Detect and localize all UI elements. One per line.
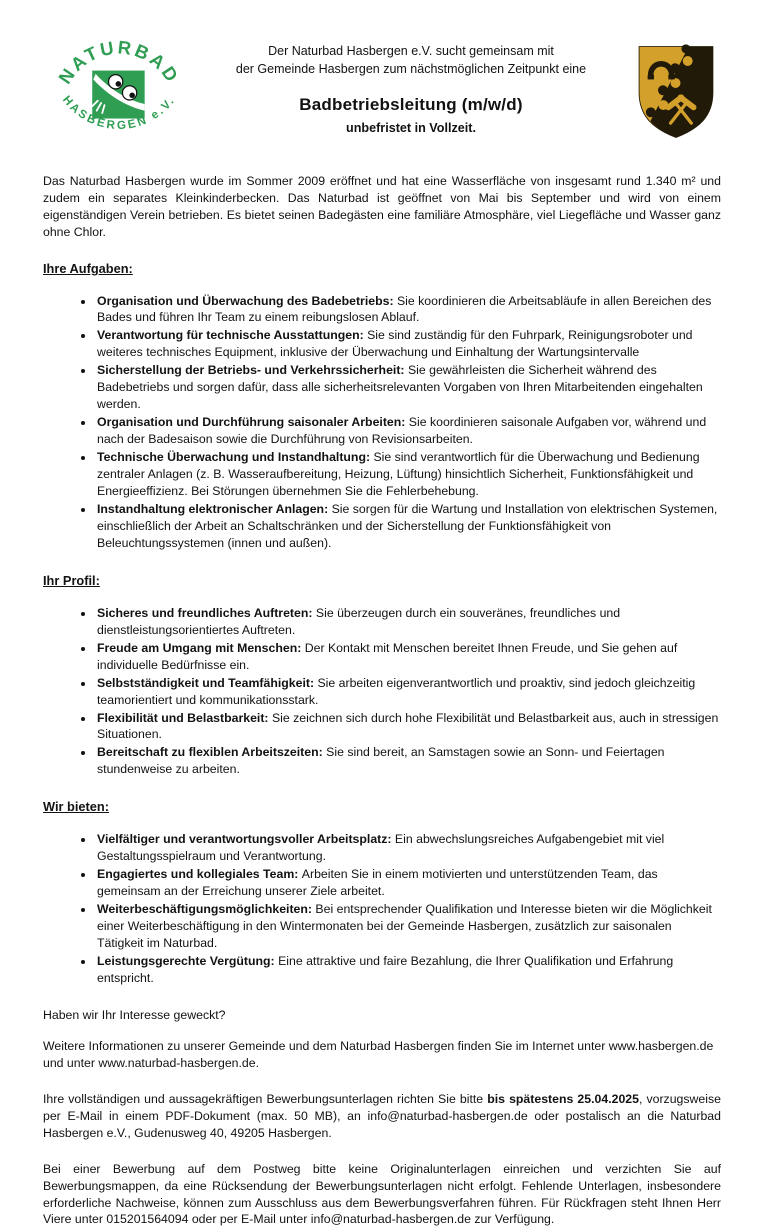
bullet-text: Sie koordinieren die Arbeitsabläufe in allen Bereichen des Bades und führen Ihr Team zu einem reibungslosen Ablauf. bbox=[97, 293, 712, 325]
page-subtitle: unbefristet in Vollzeit. bbox=[346, 120, 476, 135]
coat-of-arms-icon bbox=[631, 42, 721, 143]
bullet-text: Bei entsprechender Qualifikation und Interesse bieten wir die Möglichkeit einer Weiterbeschäftigung in den Wintermonaten bei der Gemeinde Hasbergen, zusätzlich zur saisonalen Tätigkeit im Naturbad. bbox=[97, 901, 712, 950]
postal-note-paragraph: Bei einer Bewerbung auf dem Postweg bitte keine Originalunterlagen einreichen und verzichten Sie auf Bewerbungsmappen, da eine Rücksendung der Bewerbungsunterlagen nicht erfolgt. Fehlende Unterlagen, insbesondere erforderliche Nachweise, können zum Ausschluss aus dem Bewerbungsverfahren führen. Für Rückfragen steht Ihnen Herr Viere unter 015201564094 oder per E-Mail unter info@naturbad-hasbergen.de zur Verfügung. bbox=[43, 1161, 721, 1227]
list-item bbox=[95, 710, 721, 744]
bullet-title: Weiterbeschäftigungsmöglichkeiten: bbox=[97, 901, 316, 916]
intro-paragraph: Das Naturbad Hasbergen wurde im Sommer 2009 eröffnet und hat eine Wasserfläche von insgesamt rund 1.340 m² und zudem ein separates Kleinkinderbecken. Das Naturbad ist geöffnet von Mai bis September und wird von einem eigenständigen Verein betrieben. Es bietet seinen Badegästen eine familiäre Atmosphäre, viel Liegefläche und Wasser ganz ohne Chlor. bbox=[43, 173, 721, 239]
section-heading-profil: Ihr Profil: bbox=[43, 573, 100, 589]
bullet-text: Sie gewährleisten die Sicherheit während des Badebetriebs und sorgen dafür, dass alle sicherheitsrelevanten Vorgaben von Ihren Mitarbeitenden eingehalten werden. bbox=[97, 363, 703, 412]
interest-line: Haben wir Ihr Interesse geweckt? bbox=[43, 1007, 226, 1022]
bullet-text: Sie überzeugen durch ein souveränes, freundliches und dienstleistungsorientiertes Auftreten. bbox=[97, 605, 621, 637]
bieten-list bbox=[43, 831, 721, 987]
bullet-text: Sie sorgen für die Wartung und Installation von elektrischen Systemen, einschließlich der Arbeit an Schaltschränken und der Sicherstellung der Funktionsfähigkeit von Beleuchtungssystemen (innen und außen). bbox=[97, 502, 718, 551]
bullet-title: Sicheres und freundliches Auftreten: bbox=[97, 605, 316, 620]
header-intro-line1: Der Naturbad Hasbergen e.V. sucht gemeinsam mit bbox=[268, 44, 554, 58]
naturbad-logo bbox=[43, 36, 201, 157]
header bbox=[43, 36, 721, 157]
bullet-title: Technische Überwachung und Instandhaltung: bbox=[97, 450, 374, 465]
aufgaben-list bbox=[43, 293, 721, 553]
bullet-text: Sie sind bereit, an Samstagen sowie an Sonn- und Feiertagen stundenweise zu arbeiten. bbox=[97, 745, 665, 777]
bullet-title: Organisation und Durchführung saisonaler Arbeiten: bbox=[97, 415, 409, 430]
bullet-text: Sie zeichnen sich durch hohe Flexibilität und Belastbarkeit aus, auch in stressigen Situationen. bbox=[97, 710, 719, 742]
bullet-title: Instandhaltung elektronischer Anlagen: bbox=[97, 502, 332, 517]
bullet-text: Ein abwechslungsreiches Aufgabengebiet mit viel Gestaltungsspielraum und Verantwortung. bbox=[97, 832, 665, 863]
hasbergen-crest bbox=[621, 36, 721, 143]
bullet-title: Organisation und Überwachung des Badebetriebs: bbox=[97, 293, 397, 308]
bullet-title: Flexibilität und Belastbarkeit: bbox=[97, 710, 272, 725]
section-heading-aufgaben: Ihre Aufgaben: bbox=[43, 260, 133, 276]
bullet-title: Freude am Umgang mit Menschen: bbox=[97, 640, 305, 655]
application-text-pre: Ihre vollständigen und aussagekräftigen Bewerbungsunterlagen richten Sie bitte bbox=[43, 1091, 488, 1106]
header-center bbox=[201, 36, 621, 137]
list-item bbox=[95, 362, 721, 413]
header-intro-line2: der Gemeinde Hasbergen zum nächstmöglichen Zeitpunkt eine bbox=[235, 62, 587, 77]
list-item bbox=[95, 293, 721, 327]
page-title: Badbetriebsleitung (m/w/d) bbox=[299, 95, 523, 115]
bullet-title: Verantwortung für technische Ausstattungen: bbox=[97, 328, 368, 343]
bullet-text: Sie sind verantwortlich für die Überwachung und Bedienung zentraler Anlagen (z. B. Wasseraufbereitung, Heizung, Lüftung) hinsichtlich Sicherheit, Funktionsfähigkeit und Energieeffizienz. Bei Störungen übernehmen Sie die Fehlerbehebung. bbox=[97, 450, 700, 499]
bullet-title: Engagiertes und kollegiales Team: bbox=[97, 866, 302, 881]
list-item bbox=[95, 327, 721, 361]
list-item bbox=[95, 866, 721, 900]
info-paragraph: Weitere Informationen zu unserer Gemeinde und dem Naturbad Hasbergen finden Sie im Internet unter www.hasbergen.de und unter www.naturbad-hasbergen.de. bbox=[43, 1038, 714, 1070]
bullet-title: Bereitschaft zu flexiblen Arbeitszeiten: bbox=[97, 745, 327, 760]
section-heading-bieten: Wir bieten: bbox=[43, 799, 110, 815]
list-item bbox=[95, 414, 721, 448]
list-item bbox=[95, 953, 721, 987]
bullet-text: Sie arbeiten eigenverantwortlich und proaktiv, sind jedoch gleichzeitig teamorientiert und kommunikationsstark. bbox=[97, 675, 696, 707]
application-text-post: , vorzugsweise per E-Mail in einem PDF-Dokument (max. 50 MB), an info@naturbad-hasbergen.de oder postalisch an die Naturbad Hasbergen e.V., Gudenusweg 40, 49205 Hasbergen. bbox=[43, 1091, 721, 1140]
logo-text-bottom: HASBERGEN e.V. bbox=[59, 93, 179, 133]
list-item bbox=[95, 449, 721, 500]
naturbad-logo-icon bbox=[43, 36, 195, 152]
list-item bbox=[95, 901, 721, 952]
bullet-title: Vielfältiger und verantwortungsvoller Arbeitsplatz: bbox=[97, 832, 395, 847]
logo-text-top: NATURBAD bbox=[54, 36, 184, 88]
bullet-text: Eine attraktive und faire Bezahlung, die Ihrer Qualifikation und Erfahrung entspricht. bbox=[97, 953, 674, 985]
application-paragraph bbox=[43, 1091, 721, 1142]
list-item bbox=[95, 744, 721, 778]
bullet-title: Sicherstellung der Betriebs- und Verkehrssicherheit: bbox=[97, 363, 408, 378]
application-deadline: bis spätestens 25.04.2025 bbox=[487, 1091, 639, 1106]
list-item bbox=[95, 605, 721, 639]
bullet-text: Sie sind zuständig für den Fuhrpark, Reinigungsroboter und weiteres technisches Equipment, inklusive der Überwachung und Einhaltung der Wartungsintervalle bbox=[97, 328, 693, 360]
bullet-text: Sie koordinieren saisonale Aufgaben vor, während und nach der Badesaison sowie die Durchführung von Revisionsarbeiten. bbox=[97, 415, 707, 447]
list-item bbox=[95, 831, 721, 865]
list-item bbox=[95, 640, 721, 674]
bullet-title: Leistungsgerechte Vergütung: bbox=[97, 953, 279, 968]
list-item bbox=[95, 675, 721, 709]
profil-list bbox=[43, 605, 721, 779]
bullet-text: Der Kontakt mit Menschen bereitet Ihnen Freude, und Sie gehen auf individuelle Bedürfnisse ein. bbox=[97, 640, 678, 672]
bullet-title: Selbstständigkeit und Teamfähigkeit: bbox=[97, 675, 318, 690]
list-item bbox=[95, 501, 721, 552]
bullet-text: Arbeiten Sie in einem motivierten und unterstützenden Team, das gemeinsam an der Erreichung unserer Ziele arbeitet. bbox=[97, 866, 658, 898]
